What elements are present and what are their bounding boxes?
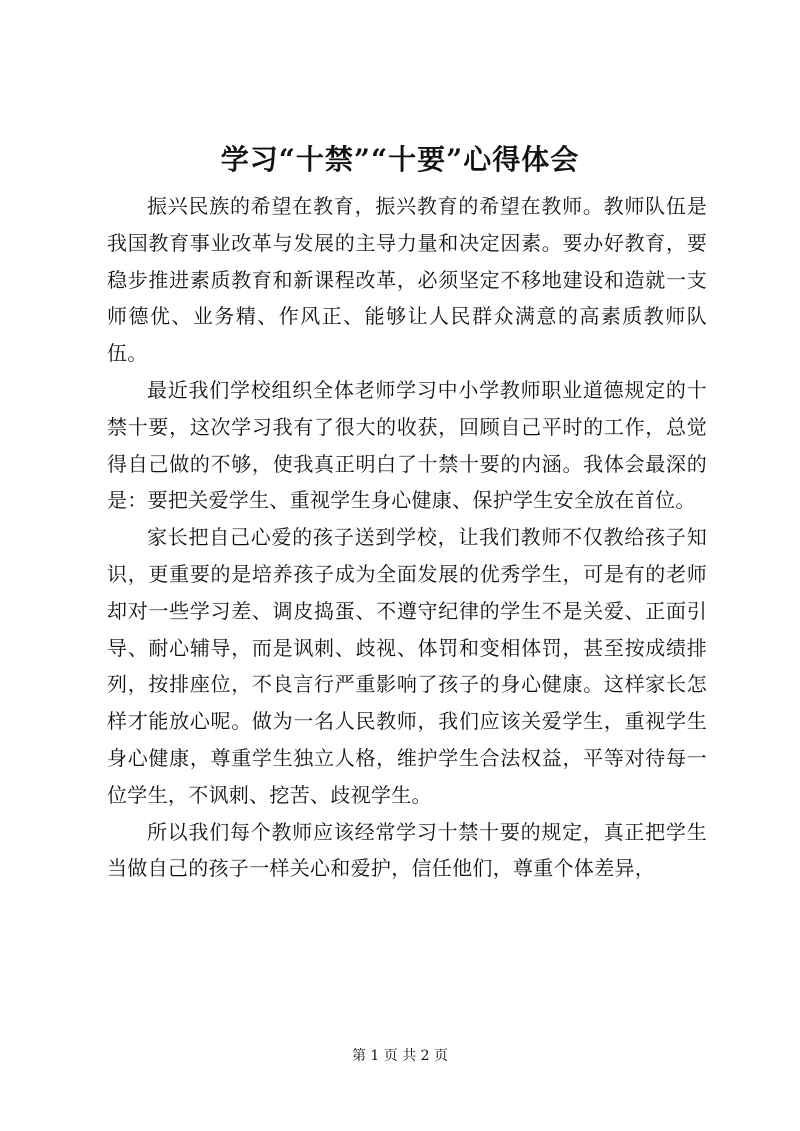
- paragraph-4: 所以我们每个教师应该经常学习十禁十要的规定，真正把学生当做自己的孩子一样关心和爱护，信任他们，尊重个体差异，: [107, 819, 707, 881]
- document-body: [107, 188, 707, 887]
- page-footer: 第 1 页 共 2 页: [351, 1048, 449, 1064]
- paragraph-1: 振兴民族的希望在教育，振兴教育的希望在教师。教师队伍是我国教育事业改革与发展的主导力量和决定因素。要办好教育，要稳步推进素质教育和新课程改革，必须坚定不移地建设和造就一支师德优、业务精、作风正、能够让人民群众满意的高素质教师队伍。: [107, 194, 707, 366]
- paragraph-3: 家长把自己心爱的孩子送到学校，让我们教师不仅教给孩子知识，更重要的是培养孩子成为全面发展的优秀学生，可是有的老师却对一些学习差、调皮捣蛋、不遵守纪律的学生不是关爱、正面引导、耐心辅导，而是讽刺、歧视、体罚和变相体罚，甚至按成绩排列，按排座位，不良言行严重影响了孩子的身心健康。这样家长怎样才能放心呢。做为一名人民教师，我们应该关爱学生，重视学生身心健康，尊重学生独立人格，维护学生合法权益，平等对待每一位学生，不讽刺、挖苦、歧视学生。: [107, 525, 707, 807]
- paragraph-2: 最近我们学校组织全体老师学习中小学教师职业道德规定的十禁十要，这次学习我有了很大的收获，回顾自己平时的工作，总觉得自己做的不够，使我真正明白了十禁十要的内涵。我体会最深的是：要把关爱学生、重视学生身心健康、保护学生安全放在首位。: [107, 377, 707, 513]
- page-title: 学习“十禁”“十要”心得体会: [220, 143, 580, 176]
